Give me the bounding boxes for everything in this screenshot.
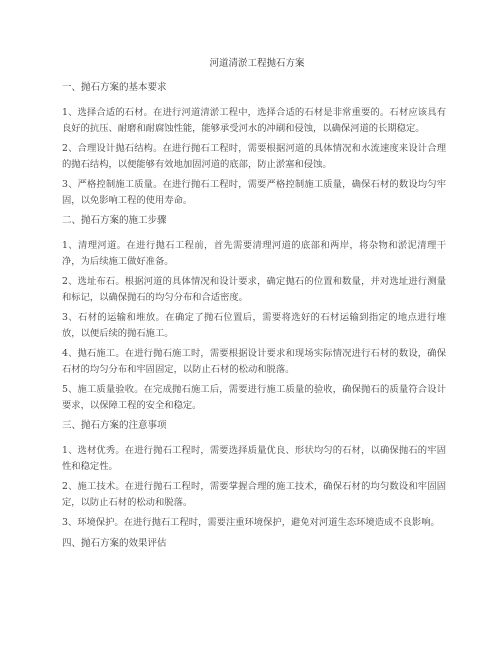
section-effect-evaluation bbox=[62, 538, 446, 550]
section-heading: 三、抛石方案的注意事项 bbox=[62, 420, 167, 431]
paragraph: 3、环境保护。在进行抛石工程时，需要注重环境保护，避免对河道生态环境造成不良影响。 bbox=[62, 517, 440, 528]
paragraph: 1、选择合适的石材。在进行河道清淤工程中，选择合适的石材是非常重要的。石材应该具有良好的抗压、耐磨和耐腐蚀性能，能够承受河水的冲刷和侵蚀，以确保河道的长期稳定。 bbox=[62, 107, 446, 134]
document-title: 河道清淤工程抛石方案 bbox=[209, 58, 305, 69]
section-construction-steps bbox=[62, 215, 446, 413]
section-precautions bbox=[62, 420, 446, 531]
paragraph: 1、清理河道。在进行抛石工程前，首先需要清理河道的底部和两岸，将杂物和淤泥清理干净，为后续施工做好准备。 bbox=[62, 240, 446, 267]
section-heading: 四、抛石方案的效果评估 bbox=[62, 537, 167, 549]
paragraph: 3、严格控制施工质量。在进行抛石工程时，需要严格控制施工质量，确保石材的数设均匀牢固，以免影响工程的使用寿命。 bbox=[62, 179, 446, 206]
paragraph: 2、选址布石。根据河道的具体情况和设计要求，确定抛石的位置和数量，并对选址进行测量和标记，以确保抛石的均匀分布和合适密度。 bbox=[62, 276, 446, 303]
paragraph: 2、施工技术。在进行抛石工程时，需要掌握合理的施工技术，确保石材的均匀数设和牢固固定，以防止石材的松动和脱落。 bbox=[62, 481, 446, 508]
paragraph: 5、施工质量验收。在完成抛石施工后，需要进行施工质量的验收，确保抛石的质量符合设计要求，以保障工程的安全和稳定。 bbox=[62, 384, 446, 411]
section-basic-requirements bbox=[62, 82, 446, 208]
paragraph: 4、抛石施工。在进行抛石施工时，需要根据设计要求和现场实际情况进行石材的数设，确保石材的均匀分布和牢固固定，以防止石材的松动和脱落。 bbox=[62, 348, 446, 375]
paragraph: 1、选材优秀。在进行抛石工程时，需要选择质量优良、形状均匀的石材，以确保抛石的牢固性和稳定性。 bbox=[62, 445, 446, 472]
paragraph: 3、石材的运输和堆放。在确定了抛石位置后，需要将选好的石材运输到指定的地点进行堆放，以便后续的抛石施工。 bbox=[62, 312, 446, 339]
section-heading: 一、抛石方案的基本要求 bbox=[62, 82, 167, 93]
section-heading: 二、抛石方案的施工步骤 bbox=[62, 215, 167, 226]
paragraph: 2、合理设计抛石结构。在进行抛石工程时，需要根据河道的具体情况和水流速度来设计合理的抛石结构，以便能够有效地加固河道的底部，防止淤塞和侵蚀。 bbox=[62, 143, 446, 170]
